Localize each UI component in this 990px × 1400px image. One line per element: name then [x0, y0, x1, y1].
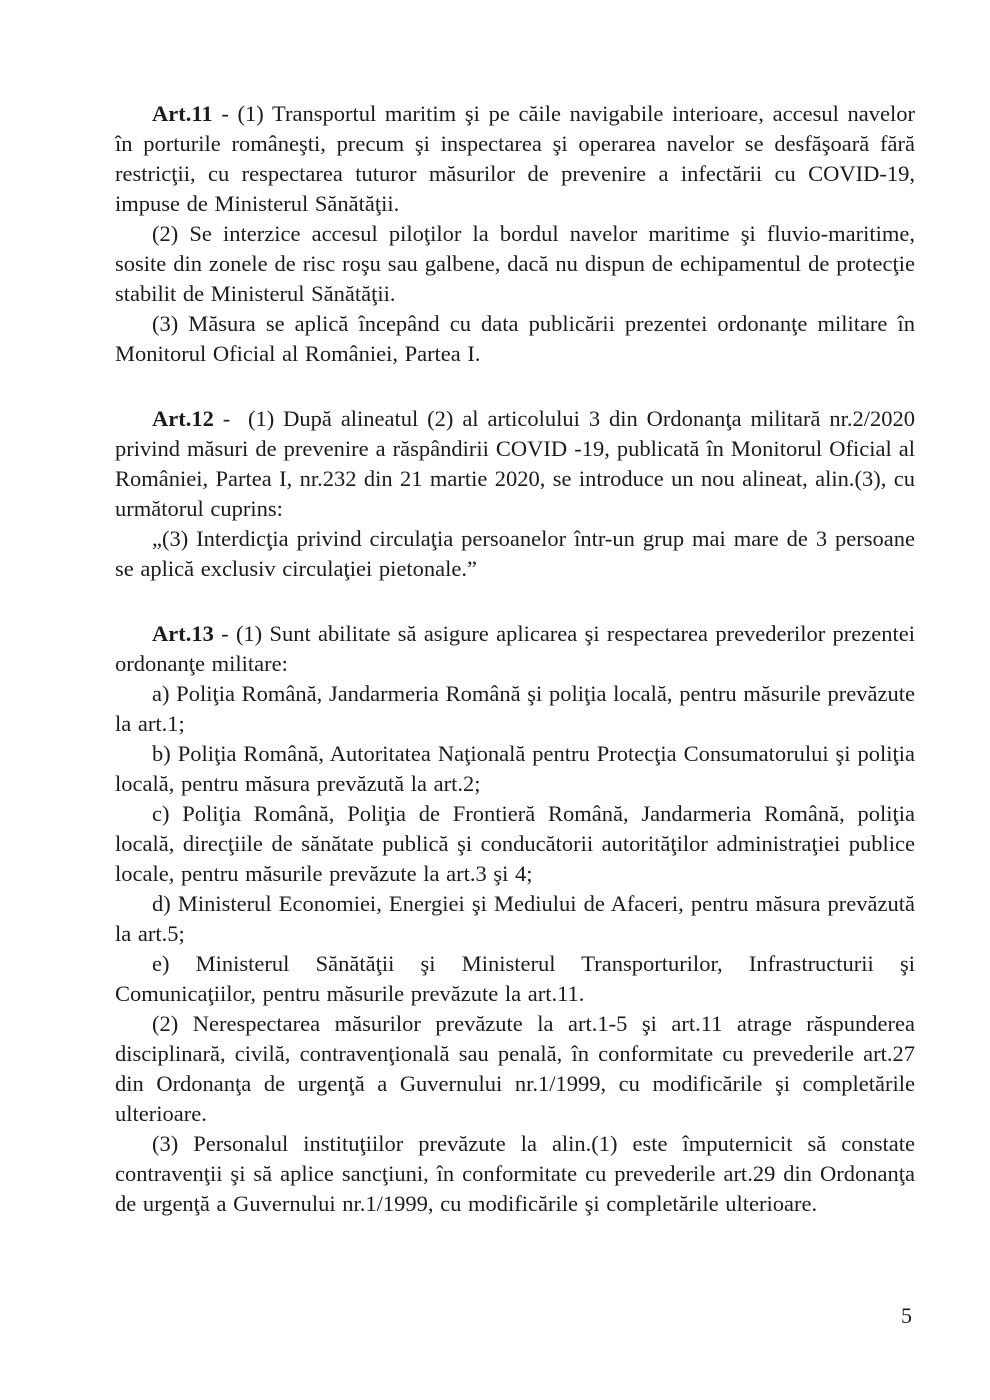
page-number: 5	[901, 1303, 912, 1328]
paragraph: e) Ministerul Sănătăţii şi Ministerul Transporturilor, Infrastructurii şi Comunicaţiilor, pentru măsurile prevăzute la art.11.	[115, 951, 915, 1006]
paragraph: (2) Se interzice accesul piloţilor la bordul navelor maritime şi fluvio-maritime, sosite din zonele de risc roşu sau galbene, dacă nu dispun de echipamentul de protecţie stabilit de Ministerul Sănătăţii.	[115, 221, 915, 306]
paragraph: c) Poliţia Română, Poliţia de Frontieră Română, Jandarmeria Română, poliţia locală, direcţiile de sănătate publică şi conducătorii autorităţilor administraţiei publice locale, pentru măsurile prevăzute la art.3 şi 4;	[115, 801, 915, 886]
article-label: Art.11	[152, 101, 213, 126]
paragraph: b) Poliţia Română, Autoritatea Naţională pentru Protecţia Consumatorului şi poliţia locală, pentru măsura prevăzută la art.2;	[115, 741, 915, 796]
paragraph: (3) Măsura se aplică începând cu data publicării prezentei ordonanţe militare în Monitorul Oficial al României, Partea I.	[115, 311, 915, 366]
article-label: Art.13	[152, 621, 214, 646]
paragraph: d) Ministerul Economiei, Energiei şi Mediului de Afaceri, pentru măsura prevăzută la art.5;	[115, 891, 915, 946]
paragraph: „(3) Interdicţia privind circulaţia persoanelor într-un grup mai mare de 3 persoane se aplică exclusiv circulaţiei pietonale.”	[115, 526, 915, 581]
article-label: Art.12	[152, 406, 214, 431]
document-body	[115, 99, 915, 1219]
paragraph: Art.12 - (1) După alineatul (2) al articolului 3 din Ordonanţa militară nr.2/2020 privind măsuri de prevenire a răspândirii COVID -19, publicată în Monitorul Oficial al României, Partea I, nr.232 din 21 martie 2020, se introduce un nou alineat, alin.(3), cu următorul cuprins:	[115, 406, 915, 521]
paragraph: (2) Nerespectarea măsurilor prevăzute la art.1-5 şi art.11 atrage răspunderea disciplinară, civilă, contravenţională sau penală, în conformitate cu prevederile art.27 din Ordonanţa de urgenţă a Guvernului nr.1/1999, cu modificările şi completările ulterioare.	[115, 1011, 915, 1126]
paragraph: Art.11 - (1) Transportul maritim şi pe căile navigabile interioare, accesul navelor în porturile româneşti, precum şi inspectarea şi operarea navelor se desfăşoară fără restricţii, cu respectarea tuturor măsurilor de prevenire a infectării cu COVID-19, impuse de Ministerul Sănătăţii.	[115, 101, 915, 216]
paragraph: a) Poliţia Română, Jandarmeria Română şi poliţia locală, pentru măsurile prevăzute la art.1;	[115, 681, 915, 736]
paragraph: (3) Personalul instituţiilor prevăzute la alin.(1) este împuternicit să constate contravenţii şi să aplice sancţiuni, în conformitate cu prevederile art.29 din Ordonanţa de urgenţă a Guvernului nr.1/1999, cu modificările şi completările ulterioare.	[115, 1131, 915, 1216]
paragraph: Art.13 - (1) Sunt abilitate să asigure aplicarea şi respectarea prevederilor prezentei ordonanţe militare:	[115, 621, 915, 676]
